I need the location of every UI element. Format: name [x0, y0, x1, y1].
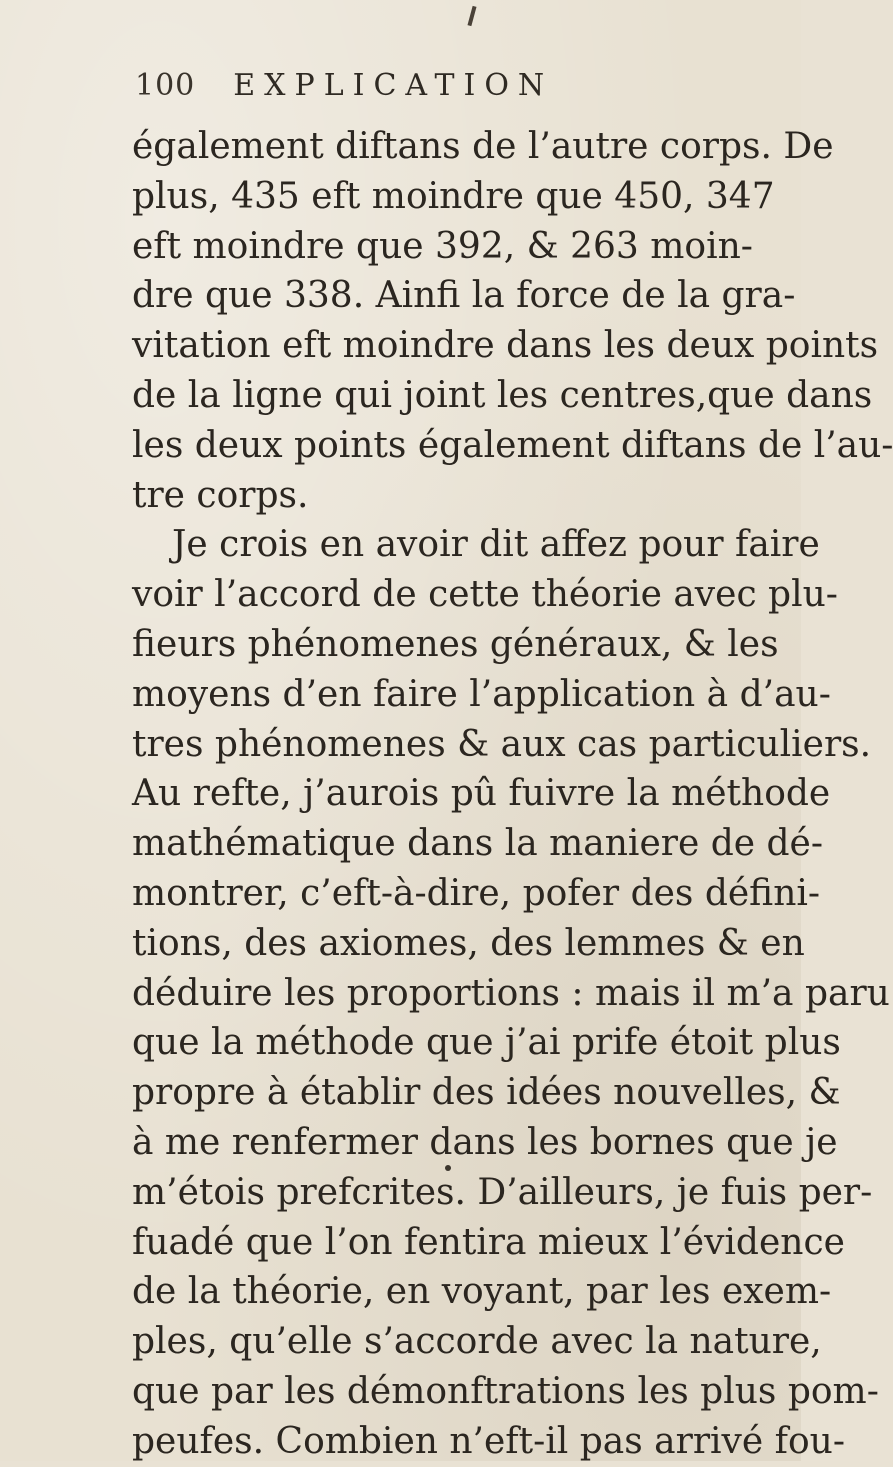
text-line: de la théorie, en voyant, par les exem-: [132, 1271, 832, 1313]
body-text: [132, 122, 893, 1467]
text-line: fuadé que l’on fentira mieux l’évidence: [132, 1221, 845, 1263]
text-line: dre que 338. Ainfi la force de la gra-: [132, 275, 796, 317]
text-line: de la ligne qui joint les centres,que dans: [132, 374, 873, 416]
ink-mark: [467, 6, 476, 26]
text-line: fieurs phénomenes généraux, & les: [132, 623, 779, 665]
text-line: Je crois en avoir dit affez pour faire: [172, 524, 820, 566]
text-line: montrer, c’eft-à-dire, pofer des défini-: [132, 872, 821, 914]
text-line: ples, qu’elle s’accorde avec la nature,: [132, 1321, 822, 1363]
text-line: eft moindre que 392, & 263 moin-: [132, 225, 753, 267]
text-line: que la méthode que j’ai prife étoit plus: [132, 1022, 841, 1064]
text-line: plus, 435 eft moindre que 450, 347: [132, 175, 775, 217]
text-line: tions, des axiomes, des lemmes & en: [132, 922, 805, 964]
running-title: EXPLICATION: [233, 68, 554, 103]
text-line: également diftans de l’autre corps. De: [132, 126, 834, 167]
text-line: déduire les proportions : mais il m’a paru: [132, 972, 890, 1014]
text-line: tre corps.: [132, 474, 309, 516]
text-line: voir l’accord de cette théorie avec plu-: [132, 574, 838, 616]
text-line: à me renfermer dans les bornes que je: [132, 1121, 838, 1163]
text-line: m’étois prefcrites. D’ailleurs, je fuis per-: [132, 1171, 873, 1213]
text-line: peufes. Combien n’eft-il pas arrivé fou-: [132, 1420, 845, 1462]
text-line: tres phénomenes & aux cas particuliers.: [132, 723, 872, 765]
text-line: mathématique dans la maniere de dé-: [132, 823, 824, 865]
ink-dot: [445, 1165, 451, 1171]
page-header: [135, 68, 755, 118]
text-line: Au refte, j’aurois pû fuivre la méthode: [132, 773, 831, 815]
text-line: que par les démonftrations les plus pom-: [132, 1370, 879, 1412]
page-number: 100: [135, 68, 196, 103]
text-line: vitation eft moindre dans les deux points: [132, 325, 879, 367]
text-line: les deux points également diftans de l’au-: [132, 424, 893, 466]
text-line: moyens d’en faire l’application à d’au-: [132, 673, 831, 715]
text-line: propre à établir des idées nouvelles, &: [132, 1072, 841, 1114]
